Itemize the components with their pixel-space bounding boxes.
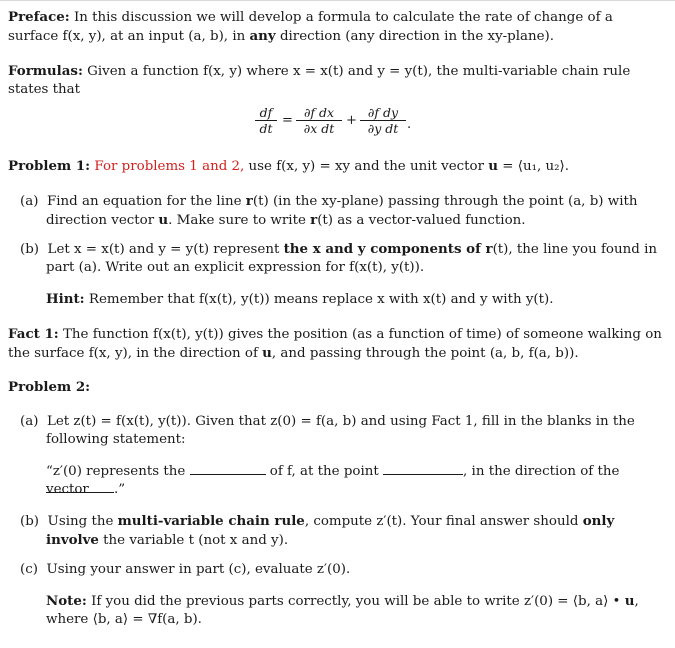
- blank-1[interactable]: [190, 463, 266, 475]
- fact-1-paragraph: Fact 1: The function f(x(t), y(t)) gives the position (as a function of time) of someone walking on the surface f(x, y), in the direction of u, and passing through the point (a, b, f(a, b)).: [8, 326, 662, 361]
- blank-3[interactable]: [46, 481, 114, 493]
- problem-2a: (a) Let z(t) = f(x(t), y(t)). Given that z(0) = f(a, b) and using Fact 1, fill in the blanks in the following statement:: [20, 414, 635, 447]
- formulas-paragraph: Formulas: Given a function f(x, y) where x = x(t) and y = y(t), the multi-variable chain rule states that: [8, 63, 631, 97]
- fact-1-label: Fact 1:: [8, 326, 59, 342]
- blank-2[interactable]: [383, 463, 463, 475]
- formulas-label: Formulas:: [8, 63, 83, 79]
- top-rule: [0, 0, 675, 1]
- term1-fraction: $\frac{\text{∂f dx}}{\text{∂x dt}}$: [296, 105, 342, 136]
- note-label: Note:: [46, 593, 87, 609]
- fill-in-statement-line2: .”: [46, 481, 646, 499]
- lhs-fraction: $\frac{df}{dt}$: [255, 105, 277, 136]
- term2-fraction: $\frac{\text{∂f dy}}{\text{∂y dt}}$: [360, 105, 406, 136]
- problem-1b: (b) Let x = x(t) and y = y(t) represent the x and y components of r(t), the line you found in part (a). Write out an explicit expression for f(x(t), y(t)).: [20, 241, 657, 275]
- chain-rule-equation: $\frac{df}{dt}$ = $\frac{\text{∂f dx}}{\text{∂x dt}}$ + $\frac{\text{∂f dy}}{\text{∂y dt}}$ .: [255, 105, 475, 145]
- problem-2-label: Problem 2:: [8, 379, 91, 395]
- fill-in-statement: “z′(0) represents the of f, at the point , in the direction of the vector: [46, 464, 620, 497]
- problem-1-heading: Problem 1: For problems 1 and 2, use f(x, y) = xy and the unit vector u = ⟨u₁, u₂⟩.: [8, 158, 569, 174]
- preface-paragraph: Preface: In this discussion we will develop a formula to calculate the rate of change of a surface f(x, y), at an input (a, b), in any direction (any direction in the xy-plane).: [8, 9, 613, 44]
- preface-label: Preface:: [8, 9, 70, 25]
- problem-2-heading: [8, 378, 664, 397]
- problem-2b: (b) Using the multi-variable chain rule, compute z′(t). Your final answer should only involve the variable t (not x and y).: [20, 513, 615, 548]
- problem-1a: (a) Find an equation for the line r(t) (in the xy-plane) passing through the point (a, b) with direction vector u. Make sure to write r(t) as a vector-valued function.: [20, 193, 638, 228]
- hint-label: Hint:: [46, 291, 85, 307]
- note-paragraph: Note: If you did the previous parts correctly, you will be able to write z′(0) = ⟨b, a⟩ • u, where ⟨b, a⟩ = ∇f(a, b).: [46, 593, 639, 627]
- hint-paragraph: Hint: Remember that f(x(t), y(t)) means replace x with x(t) and y with y(t).: [46, 291, 554, 307]
- problem-2c: (c) Using your answer in part (c), evaluate z′(0).: [20, 562, 351, 577]
- problem-1-label: Problem 1:: [8, 158, 91, 174]
